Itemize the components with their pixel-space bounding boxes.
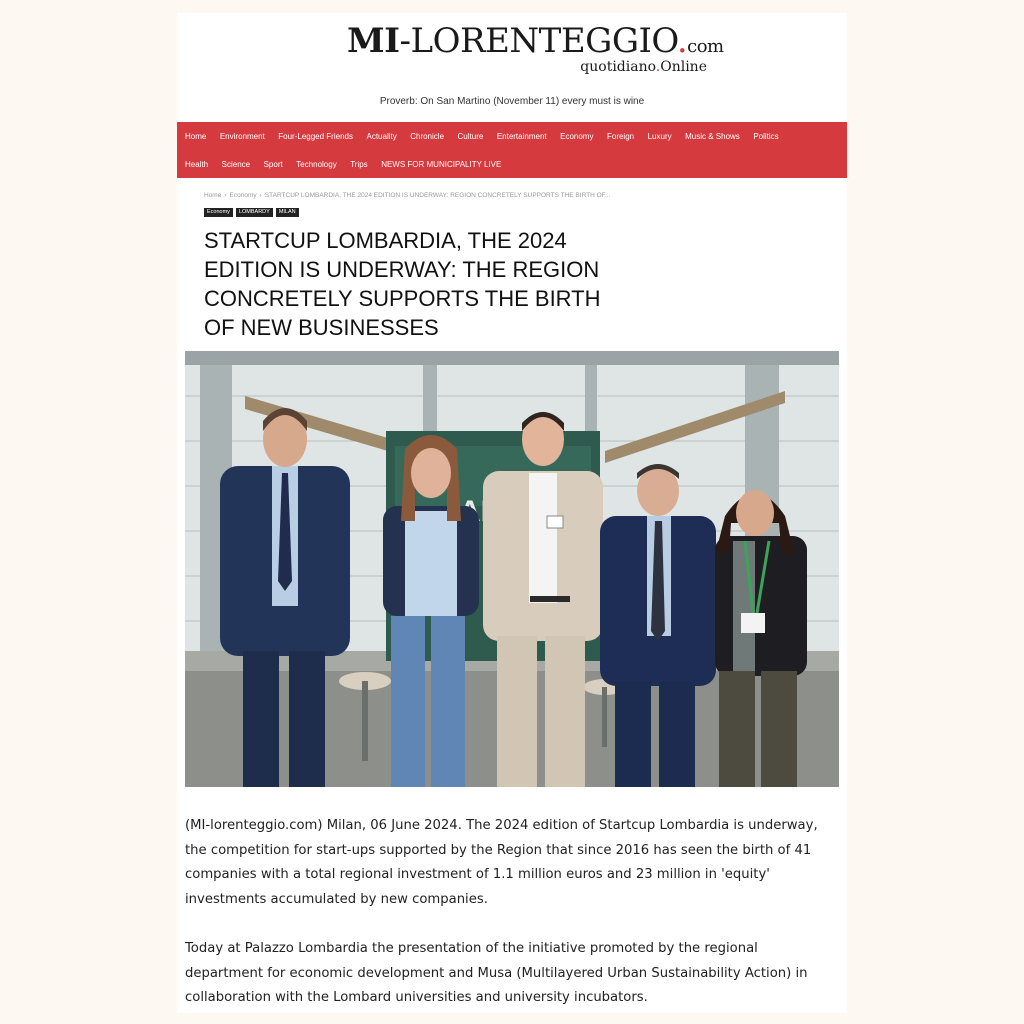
nav-row-2 — [185, 150, 515, 178]
nav-item-chronicle[interactable]: Chronicle — [410, 131, 445, 141]
nav-item-news-municipality-live[interactable]: NEWS FOR MUNICIPALITY LIVE — [381, 159, 502, 169]
nav-item-economy[interactable]: Economy — [560, 131, 594, 141]
breadcrumb-separator: › — [259, 192, 262, 199]
logo-tagline: quotidiano.Online — [580, 59, 707, 75]
article-photo — [185, 351, 839, 787]
nav-item-four-legged-friends[interactable]: Four-Legged Friends — [278, 131, 353, 141]
tag-milan[interactable]: MILAN — [276, 208, 299, 217]
nav-item-politics[interactable]: Politics — [753, 131, 779, 141]
article-paragraph: (MI-lorenteggio.com) Milan, 06 June 2024. The 2024 edition of Startcup Lombardia is underway, the competition for start-ups supported by the Region that since 2016 has seen the birth of 41 companies with a total regional investment of 1.1 million euros and 23 million in 'equity' investments accumulated by new companies. — [185, 818, 818, 908]
nav-item-health[interactable]: Health — [185, 159, 209, 169]
breadcrumb-separator: › — [224, 192, 227, 199]
breadcrumb — [204, 192, 610, 199]
main-navigation — [177, 122, 847, 178]
nav-item-luxury[interactable]: Luxury — [647, 131, 672, 141]
breadcrumb-home[interactable]: Home — [204, 192, 222, 199]
nav-item-science[interactable]: Science — [221, 159, 251, 169]
article-body — [185, 814, 839, 1013]
nav-item-sport[interactable]: Sport — [263, 159, 283, 169]
site-logo[interactable] — [347, 21, 724, 81]
article-title: STARTCUP LOMBARDIA, THE 2024 EDITION IS UNDERWAY: THE REGION CONCRETELY SUPPORTS THE BIRTH OF NEW BUSINESSES — [204, 228, 601, 340]
nav-item-trips[interactable]: Trips — [350, 159, 368, 169]
breadcrumb-economy[interactable]: Economy — [229, 192, 257, 199]
nav-row-1 — [185, 122, 792, 150]
breadcrumb-current: STARTCUP LOMBARDIA, THE 2024 EDITION IS UNDERWAY: REGION CONCRETELY SUPPORTS THE BIRTH OF... — [264, 192, 611, 199]
nav-item-environment[interactable]: Environment — [219, 131, 265, 141]
logo-wordmark: MI-LORENTEGGIO.com — [347, 21, 724, 61]
nav-item-actuality[interactable]: Actuality — [366, 131, 397, 141]
nav-item-music-shows[interactable]: Music & Shows — [685, 131, 740, 141]
article-paragraph: Today at Palazzo Lombardia the presentation of the initiative promoted by the regional department for economic development and Musa (Multilayered Urban Sustainability Action) in collaboration with the Lombard universities and university incubators. — [185, 940, 808, 1006]
nav-item-technology[interactable]: Technology — [296, 159, 337, 169]
nav-item-culture[interactable]: Culture — [457, 131, 484, 141]
tag-economy[interactable]: Economy — [204, 208, 233, 217]
category-tags — [204, 208, 302, 217]
article-page — [177, 13, 847, 1013]
tag-lombardy[interactable]: LOMBARDY — [236, 208, 273, 217]
nav-item-entertainment[interactable]: Entertainment — [496, 131, 547, 141]
nav-item-foreign[interactable]: Foreign — [606, 131, 635, 141]
nav-item-home[interactable]: Home — [185, 131, 207, 141]
proverb-text: Proverb: On San Martino (November 11) every must is wine — [379, 96, 645, 107]
